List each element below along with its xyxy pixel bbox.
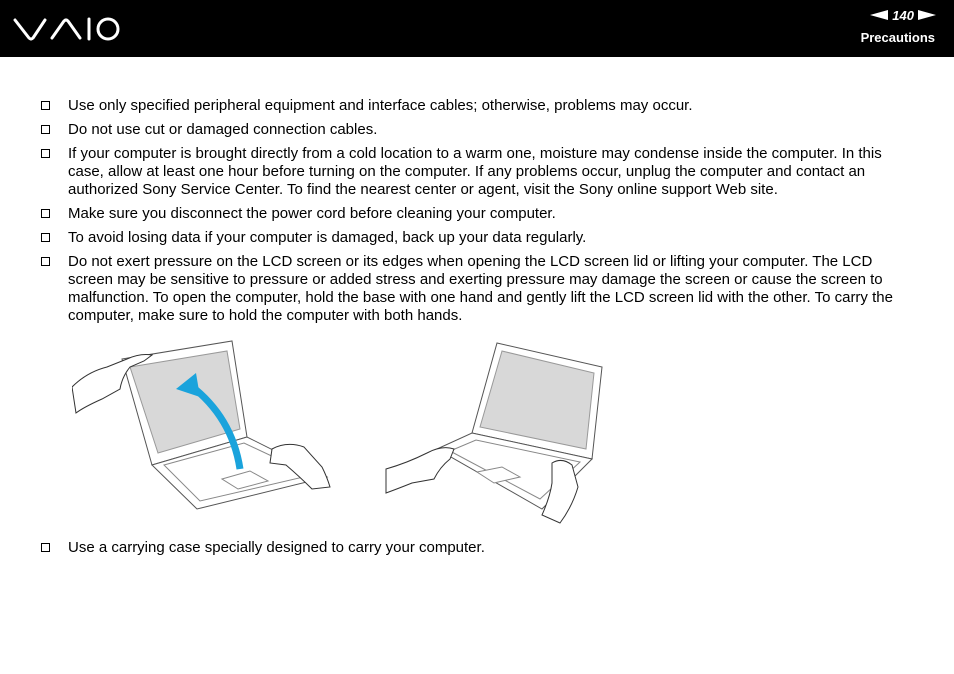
list-item (40, 145, 920, 199)
list-item-text: Use a carrying case specially designed to carry your computer. (68, 539, 485, 556)
precautions-list (40, 97, 920, 331)
checkbox-bullet-icon (41, 257, 50, 266)
list-item-text: Use only specified peripheral equipment and interface cables; otherwise, problems may occur. (68, 97, 693, 114)
final-precaution (40, 539, 920, 563)
vaio-logo (12, 14, 122, 44)
list-item (40, 539, 920, 557)
previous-page-icon[interactable] (870, 10, 888, 20)
section-title: Precautions (860, 30, 935, 45)
page-navigation (870, 7, 936, 23)
checkbox-bullet-icon (41, 149, 50, 158)
checkbox-bullet-icon (41, 101, 50, 110)
checkbox-bullet-icon (41, 543, 50, 552)
checkbox-bullet-icon (41, 209, 50, 218)
list-item-text: Do not use cut or damaged connection cables. (68, 121, 378, 138)
next-page-icon[interactable] (918, 10, 936, 20)
opening-lid-illustration (72, 341, 330, 509)
list-item (40, 229, 920, 247)
list-item-text: Do not exert pressure on the LCD screen or its edges when opening the LCD screen lid or lifting your computer. The LCD screen may be sensitive to pressure or added stress and exerting pressure may damage the screen or cause the screen to malfunction. To open the computer, hold the base with one hand and gently lift the LCD screen lid with the other. To carry the computer, make sure to hold the computer with both hands. (68, 253, 893, 324)
list-item-text: To avoid losing data if your computer is damaged, back up your data regularly. (68, 229, 587, 246)
checkbox-bullet-icon (41, 125, 50, 134)
carrying-laptop-illustration (386, 343, 602, 523)
list-item (40, 97, 920, 115)
header-bar (0, 0, 954, 57)
laptop-handling-illustration (72, 337, 612, 529)
page-number: 140 (892, 7, 914, 23)
checkbox-bullet-icon (41, 233, 50, 242)
list-item-text: Make sure you disconnect the power cord before cleaning your computer. (68, 205, 556, 222)
list-item (40, 205, 920, 223)
list-item-text: If your computer is brought directly from a cold location to a warm one, moisture may condense inside the computer. In this case, allow at least one hour before turning on the computer. If any problems occur, unplug the computer and contact an authorized Sony Service Center. To find the nearest center or agent, visit the Sony online support Web site. (68, 145, 882, 198)
list-item (40, 253, 920, 325)
list-item (40, 121, 920, 139)
